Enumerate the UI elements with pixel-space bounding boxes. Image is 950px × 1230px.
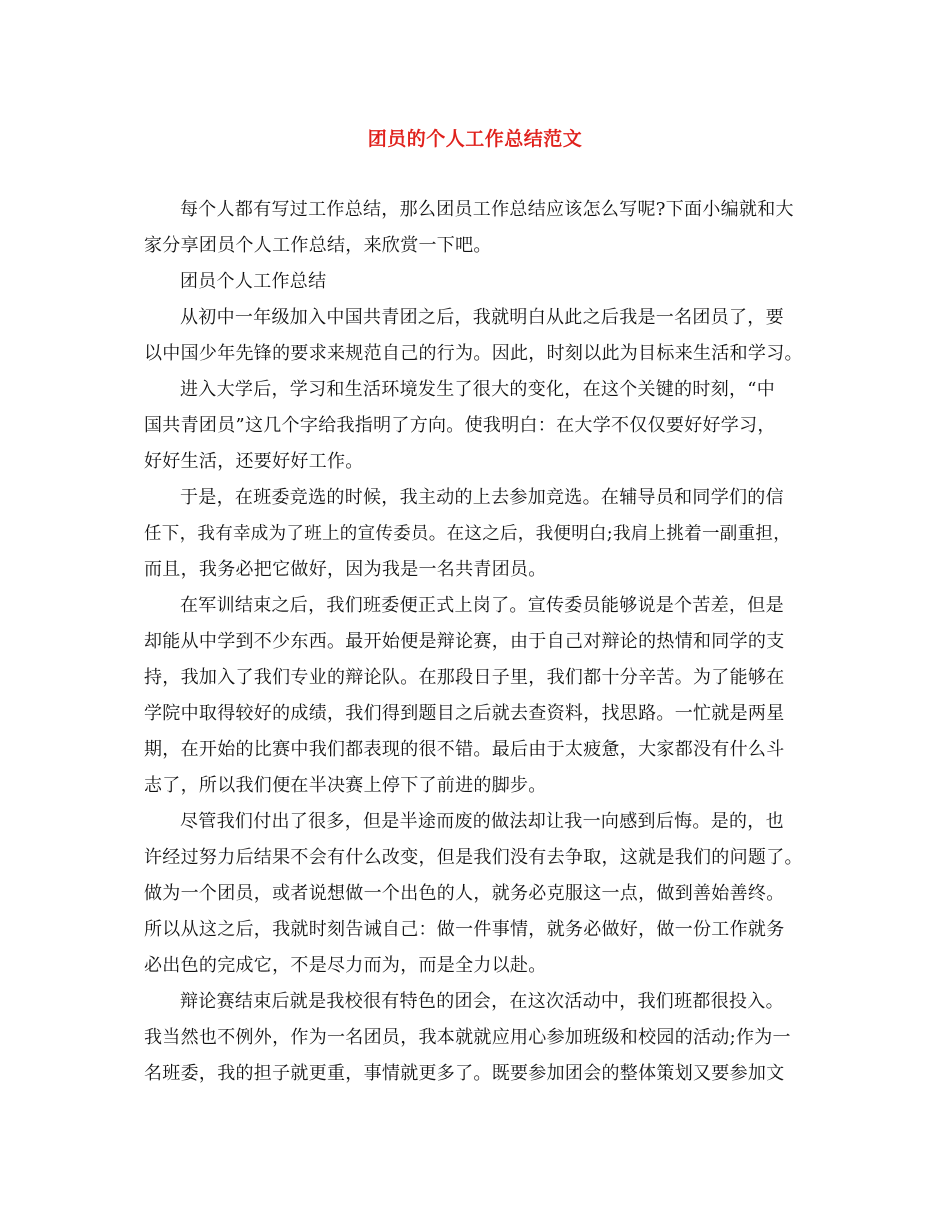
text-line: 志了，所以我们便在半决赛上停下了前进的脚步。 [144, 775, 547, 796]
text-line: 做为一个团员，或者说想做一个出色的人，就务必克服这一点，做到善始善终。 [144, 883, 785, 904]
text-line: 以中国少年先锋的要求来规范自己的行为。因此，时刻以此为目标来生活和学习。 [144, 343, 803, 364]
text-line: 辩论赛结束后就是我校很有特色的团会，在这次活动中，我们班都很投入。 [180, 991, 784, 1012]
text-line: 好好生活，还要好好工作。 [144, 451, 364, 472]
text-line: 期，在开始的比赛中我们都表现的很不错。最后由于太疲惫，大家都没有什么斗 [144, 739, 785, 760]
text-line: 任下，我有幸成为了班上的宣传委员。在这之后，我便明白;我肩上挑着一副重担， [144, 524, 791, 544]
text-line: 尽管我们付出了很多，但是半途而废的做法却让我一向感到后悔。是的，也 [180, 811, 784, 832]
text-line: 团员个人工作总结 [180, 271, 327, 292]
text-line: 而且，我务必把它做好，因为我是一名共青团员。 [144, 559, 547, 580]
text-line: 持，我加入了我们专业的辩论队。在那段日子里，我们都十分辛苦。为了能够在 [144, 667, 785, 688]
text-line: 每个人都有写过工作总结，那么团员工作总结应该怎么写呢?下面小编就和大 [180, 199, 794, 220]
text-line: 名班委，我的担子就更重，事情就更多了。既要参加团会的整体策划又要参加文 [144, 1063, 785, 1084]
text-line: 进入大学后，学习和生活环境发生了很大的变化，在这个关键的时刻，“中 [180, 379, 776, 400]
text-line: 却能从中学到不少东西。最开始便是辩论赛，由于自己对辩论的热情和同学的支 [144, 631, 785, 652]
text-line: 学院中取得较好的成绩，我们得到题目之后就去查资料，找思路。一忙就是两星 [144, 703, 785, 724]
text-line: 于是，在班委竞选的时候，我主动的上去参加竞选。在辅导员和同学们的信 [180, 487, 784, 508]
document-title: 团员的个人工作总结范文 [367, 128, 583, 150]
text-line: 许经过努力后结果不会有什么改变，但是我们没有去争取，这就是我们的问题了。 [144, 847, 803, 868]
text-line: 从初中一年级加入中国共青团之后，我就明白从此之后我是一名团员了，要 [180, 307, 784, 328]
text-line: 所以从这之后，我就时刻告诫自己：做一件事情，就务必做好，做一份工作就务 [144, 919, 785, 940]
text-line: 国共青团员”这几个字给我指明了方向。使我明白：在大学不仅仅要好好学习， [144, 415, 776, 436]
text-line: 家分享团员个人工作总结，来欣赏一下吧。 [144, 235, 492, 256]
text-line: 在军训结束之后，我们班委便正式上岗了。宣传委员能够说是个苦差，但是 [180, 595, 784, 616]
text-line: 必出色的完成它，不是尽力而为，而是全力以赴。 [144, 955, 547, 976]
text-line: 我当然也不例外，作为一名团员，我本就就应用心参加班级和校园的活动;作为一 [144, 1027, 791, 1048]
